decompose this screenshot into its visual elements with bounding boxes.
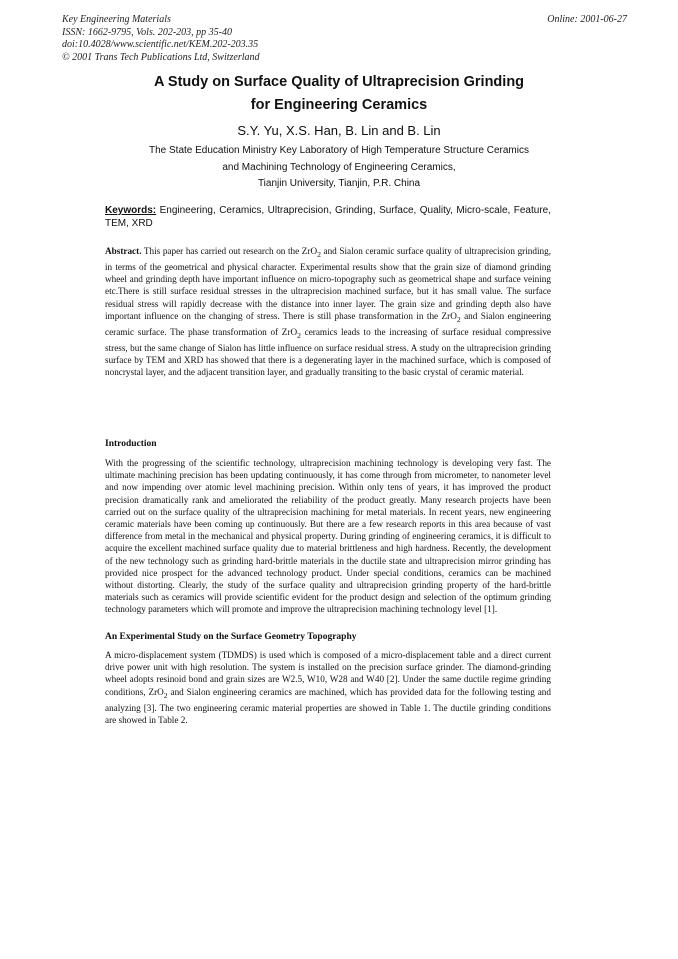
introduction-heading: Introduction <box>105 439 157 449</box>
journal-name: Key Engineering Materials <box>62 14 171 25</box>
abstract-sub-2: 2 <box>456 314 461 324</box>
keywords-label: Keywords: <box>105 205 157 216</box>
abstract-part-1: This paper has carried out research on the ZrO <box>143 246 318 256</box>
title-line-2: for Engineering Ceramics <box>250 97 428 113</box>
doi-line[interactable]: doi:10.4028/www.scientific.net/KEM.202-203.35 <box>62 39 259 50</box>
paper-title <box>0 71 678 117</box>
journal-header <box>62 14 260 64</box>
abstract-label: Abstract. <box>105 246 142 256</box>
keywords-text: Engineering, Ceramics, Ultraprecision, Grinding, Surface, Quality, Micro-scale, Feature, TEM, XRD <box>105 205 551 229</box>
experimental-sub-1: 2 <box>163 690 168 700</box>
affiliation <box>0 143 678 193</box>
copyright-line: © 2001 Trans Tech Publications Ltd, Switzerland <box>62 51 260 63</box>
abstract-sub-1: 2 <box>317 249 321 259</box>
experimental-part-2: and Sialon engineering ceramics are machined, which has provided data for the following testing and analyzing [3]. The two engineering ceramic material properties are showed in Table 1. The ductile grinding conditions are showed in Table 2. <box>105 686 551 725</box>
abstract-sub-3: 2 <box>297 330 301 340</box>
online-date: Online: 2001-06-27 <box>547 14 627 25</box>
abstract <box>105 245 551 379</box>
experimental-text <box>105 649 551 726</box>
title-line-1: A Study on Surface Quality of Ultraprecision Grinding <box>153 74 525 90</box>
abstract-part-2: and Sialon ceramic surface quality of ultraprecision grinding, in terms of the geometrical and physical character. Experimental results show that the grain size of diamond grinding wheel and grinding depth have important influence on micro-topography such as geometrical shape and surface veining etc.There is still surface residual stresses in the ultraprecision machined surface, but it has small value. The surface residual stress will rapidly decrease with the distance into inner layer. The grain size and grinding depth also have important influence on the changing of stress. There is still phase transformation in the ZrO <box>105 246 551 321</box>
affiliation-line-2: and Machining Technology of Engineering Ceramics, <box>222 161 456 173</box>
abstract-part-3: and Sialon engineering ceramic surface. The phase transformation of ZrO <box>105 310 551 337</box>
experimental-heading: An Experimental Study on the Surface Geometry Topography <box>105 632 357 642</box>
authors: S.Y. Yu, X.S. Han, B. Lin and B. Lin <box>237 123 441 138</box>
abstract-part-4: ceramics leads to the increasing of surface residual compressive stress, but the same change of Sialon has little influence on surface residual stress. A study on the ultraprecision grinding surface by TEM and XRD has showed that there is a degenerating layer in the machined surface, which is composed of noncrystal layer, and the adjacent transition layer, and gradually transiting to the basic crystal of ceramic material. <box>105 326 551 378</box>
introduction-text: With the progressing of the scientific technology, ultraprecision machining technology is developing very fast. The ultimate machining precision has been updating continuously, it has come through from micrometer, to nanometer level and now impending over atomic level machining precision. Within only tens of years, it has improved the product precision dramatically rank and ameliorated the reliability of the product greatly. Many research projects have been carried out on the surface quality of the ultraprecision machining for metal materials. In recent years, new engineering ceramic materials have been coming up continuously. But there are a few research reports in this area because of vast difference from metal in the mechanical and physical property. During grinding of engineering ceramics, it is difficult to acquire the excellent machined surface quality due to material brittleness and high hardness. Recently, the development of the new technology such as grinding hard-brittle materials in the ductile state and ultraprecision mirror grinding has provided nice prospect for the advanced technology product. Under special conditions, ceramics can be machined without distorting. Clearly, the study of the surface quality and ultraprecision grinding property of the hard-brittle materials such as ceramics will provide scientific evident for the product design and selection of the optimum grinding technology parameters which will promote and improve the ultraprecision machining technology level [1]. <box>105 458 551 615</box>
keywords <box>105 204 551 230</box>
issn-line: ISSN: 1662-9795, Vols. 202-203, pp 35-40 <box>62 26 232 38</box>
affiliation-line-1: The State Education Ministry Key Laboratory of High Temperature Structure Ceramics <box>149 145 529 156</box>
experimental-part-1: A micro-displacement system (TDMDS) is used which is composed of a micro-displacement table and a direct current drive power unit with high resolution. The system is installed on the precision surface grinder. The diamond-grinding wheel adopts resinoid bond and grain sizes are W2.5, W10, W28 and W40 [2]. Under the same ductile regime grinding conditions, ZrO <box>105 650 551 697</box>
affiliation-line-3: Tianjin University, Tianjin, P.R. China <box>257 178 421 189</box>
